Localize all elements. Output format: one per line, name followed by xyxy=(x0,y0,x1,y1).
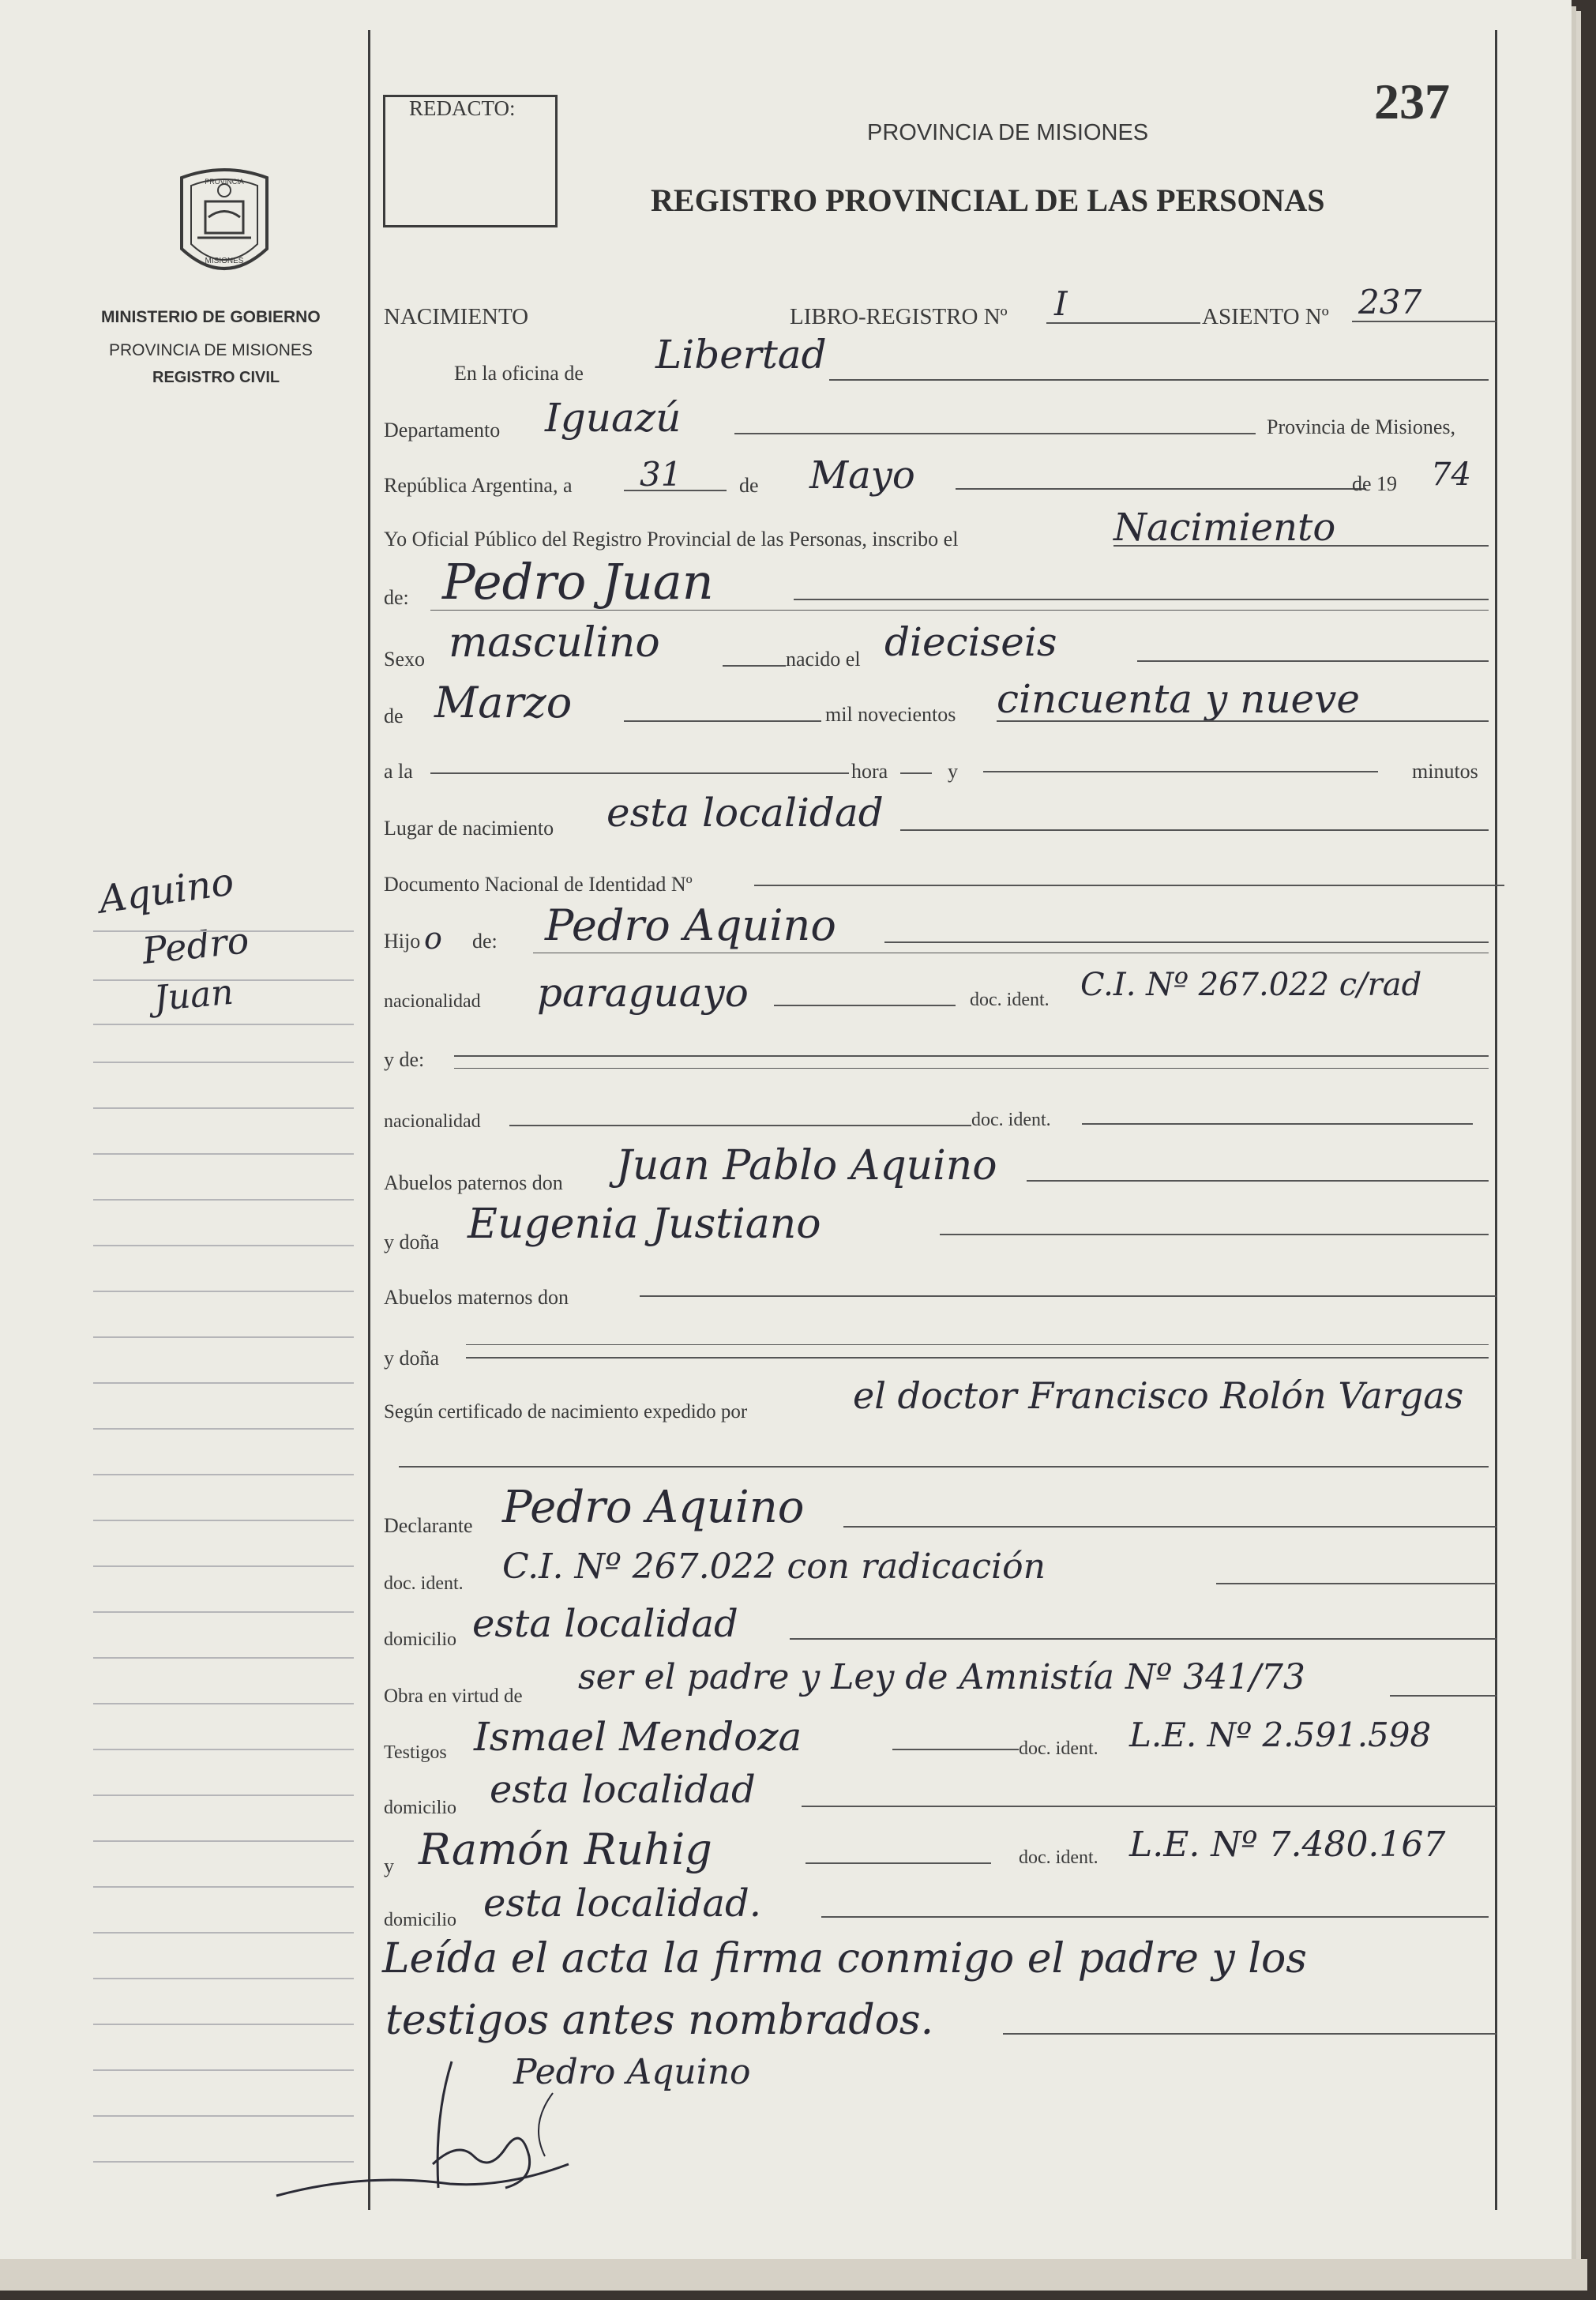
oficina-label: En la oficina de xyxy=(454,362,584,385)
nac-padre-line xyxy=(774,1005,956,1006)
margin-line xyxy=(93,1382,354,1384)
page-edge xyxy=(0,2259,1587,2291)
mes-value: Mayo xyxy=(809,453,915,498)
y-de-label: y de: xyxy=(384,1048,425,1071)
domicilio2-label: domicilio xyxy=(384,1798,456,1818)
provincia-suffix: Provincia de Misiones, xyxy=(1267,415,1456,438)
nac-madre-line xyxy=(509,1125,971,1126)
sexo-line xyxy=(723,665,786,667)
margin-line xyxy=(93,979,354,981)
certificado-value: el doctor Francisco Rolón Vargas xyxy=(853,1374,1464,1417)
margin-line xyxy=(93,1749,354,1750)
oficina-line xyxy=(829,379,1489,381)
minutos-label: minutos xyxy=(1412,760,1478,783)
margin-line xyxy=(93,1795,354,1796)
province-label: PROVINCIA DE MISIONES xyxy=(109,341,313,359)
certificado-label: Según certificado de nacimiento expedido por xyxy=(384,1401,748,1422)
official-signature-icon xyxy=(269,2046,600,2219)
nacido-line xyxy=(1137,660,1489,662)
obra-line xyxy=(1390,1695,1496,1697)
abuela-pat-value: Eugenia Justiano xyxy=(468,1201,821,1248)
doc-ident4-label: doc. ident. xyxy=(1019,1738,1098,1759)
abuelos-pat-label: Abuelos paternos don xyxy=(384,1171,563,1194)
oficina-value: Libertad xyxy=(655,332,827,378)
closing-line xyxy=(1003,2033,1496,2035)
margin-line xyxy=(93,1611,354,1613)
hora-label: hora xyxy=(851,760,888,783)
domicilio3-value: esta localidad. xyxy=(483,1881,761,1926)
departamento-value: Iguazú xyxy=(545,395,682,441)
dia-value: 31 xyxy=(640,455,682,494)
abuela-mat-line-2 xyxy=(466,1344,1489,1345)
obra-label: Obra en virtud de xyxy=(384,1686,523,1707)
doc-ident5-label: doc. ident. xyxy=(1019,1847,1098,1868)
lugar-value: esta localidad xyxy=(606,790,884,836)
republica-label: República Argentina, a xyxy=(384,474,573,497)
a-la-label: a la xyxy=(384,760,413,783)
margin-line xyxy=(93,1428,354,1430)
certificado-line xyxy=(399,1466,1489,1468)
margin-line xyxy=(93,930,354,932)
dni-label: Documento Nacional de Identidad Nº xyxy=(384,873,693,896)
mes-line xyxy=(956,488,1366,490)
nacionalidad-label: nacionalidad xyxy=(384,991,481,1012)
y2-label: y xyxy=(384,1855,394,1877)
departamento-label: Departamento xyxy=(384,419,501,442)
registry-heading: REGISTRO PROVINCIAL DE LAS PERSONAS xyxy=(651,182,1325,218)
left-column-rule xyxy=(368,30,370,2210)
mes-nac-value: Marzo xyxy=(434,678,573,727)
oficial-label: Yo Oficial Público del Registro Provincial de las Personas, inscribo el xyxy=(384,528,959,551)
sexo-label: Sexo xyxy=(384,648,425,671)
margin-line xyxy=(93,1840,354,1842)
margin-line xyxy=(93,1153,354,1155)
lugar-line xyxy=(900,829,1489,831)
nombre-line xyxy=(794,599,1489,600)
testigos-label: Testigos xyxy=(384,1742,447,1763)
margin-line xyxy=(93,1520,354,1521)
nombre-line-2 xyxy=(430,610,1489,611)
nombre-value: Pedro Juan xyxy=(442,553,714,611)
domicilio-value: esta localidad xyxy=(472,1602,738,1646)
margin-line xyxy=(93,1291,354,1292)
madre-line-2 xyxy=(454,1068,1489,1069)
testigo1-line xyxy=(892,1749,1019,1750)
domicilio3-line xyxy=(821,1916,1489,1918)
departamento-line xyxy=(734,433,1256,434)
margin-line xyxy=(93,1062,354,1063)
civil-registry-label: REGISTRO CIVIL xyxy=(152,369,280,386)
doc-madre-line xyxy=(1082,1123,1473,1125)
mes-nac-line xyxy=(624,720,821,722)
padre-line xyxy=(884,941,1489,943)
margin-line xyxy=(93,1474,354,1475)
page-number: 237 xyxy=(1374,73,1450,130)
dia-line xyxy=(624,490,727,491)
de-anio-label: de 19 xyxy=(1352,472,1398,495)
domicilio2-value: esta localidad xyxy=(490,1768,756,1812)
margin-note-second: Juan xyxy=(152,971,235,1020)
hora-line xyxy=(430,772,849,774)
margin-note-surname: Aquino xyxy=(96,859,237,923)
testigo2-value: Ramón Ruhig xyxy=(419,1825,712,1874)
nacimiento-label: NACIMIENTO xyxy=(384,304,529,329)
abuelo-pat-line xyxy=(1027,1180,1489,1182)
dni-line xyxy=(754,885,1504,886)
asiento-label: ASIENTO Nº xyxy=(1202,304,1329,329)
y-label: y xyxy=(948,760,958,783)
hijo-letter: o xyxy=(424,921,442,956)
y-dona-label: y doña xyxy=(384,1231,440,1253)
libro-line xyxy=(1046,322,1200,324)
obra-value: ser el padre y Ley de Amnistía Nº 341/73 xyxy=(578,1657,1305,1697)
domicilio2-line xyxy=(802,1806,1496,1807)
anio-value: 74 xyxy=(1431,457,1471,493)
domicilio3-label: domicilio xyxy=(384,1910,456,1930)
padre-value: Pedro Aquino xyxy=(545,900,836,950)
doc-ident2-label: doc. ident. xyxy=(971,1110,1051,1130)
anio-nac-line xyxy=(997,720,1489,722)
margin-note-first: Pedro xyxy=(140,919,251,972)
y-dona2-label: y doña xyxy=(384,1347,440,1370)
de-colon-label: de: xyxy=(384,586,409,609)
lugar-label: Lugar de nacimiento xyxy=(384,817,554,840)
inscribo-value: Nacimiento xyxy=(1113,505,1336,550)
closing-line-1: Leída el acta la firma conmigo el padre y los xyxy=(382,1935,1307,1982)
de-label: de xyxy=(739,474,759,497)
hijo-de-label: de: xyxy=(472,930,498,953)
nacido-value: dieciseis xyxy=(884,619,1057,665)
margin-line xyxy=(93,1024,354,1025)
asiento-value: 237 xyxy=(1358,283,1422,321)
sexo-value: masculino xyxy=(449,619,660,667)
declarante-value: Pedro Aquino xyxy=(502,1482,805,1533)
margin-line xyxy=(93,1245,354,1246)
declarante-label: Declarante xyxy=(384,1514,473,1537)
domicilio-label: domicilio xyxy=(384,1629,456,1650)
margin-line xyxy=(93,1565,354,1567)
testigo1-doc: L.E. Nº 2.591.598 xyxy=(1129,1716,1432,1754)
seal-text-top: PROVINCIA xyxy=(205,178,244,186)
margin-line xyxy=(93,1932,354,1934)
declarante-signature: Pedro Aquino xyxy=(513,2052,751,2092)
abuela-pat-line xyxy=(940,1234,1489,1235)
ministry-label: MINISTERIO DE GOBIERNO xyxy=(101,308,321,326)
doc-padre-value: C.I. Nº 267.022 c/rad xyxy=(1080,967,1422,1003)
declarante-line xyxy=(843,1526,1496,1528)
hijo-label: Hijo xyxy=(384,930,421,953)
margin-line xyxy=(93,1978,354,1979)
right-column-rule xyxy=(1495,30,1497,2210)
doc-declarante-line xyxy=(1216,1583,1496,1584)
province-seal-icon xyxy=(166,162,283,288)
libro-value: I xyxy=(1054,284,1068,323)
abuelos-mat-label: Abuelos maternos don xyxy=(384,1286,569,1309)
margin-line xyxy=(93,1199,354,1201)
domicilio-line xyxy=(790,1638,1496,1640)
nac-padre-value: paraguayo xyxy=(537,970,749,1016)
margin-line xyxy=(93,1657,354,1659)
abuela-mat-line xyxy=(466,1357,1489,1359)
margin-line xyxy=(93,1107,354,1109)
closing-line-2: testigos antes nombrados. xyxy=(385,1997,934,2044)
abuelo-mat-line xyxy=(640,1295,1496,1297)
testigo2-doc: L.E. Nº 7.480.167 xyxy=(1129,1825,1446,1865)
anio-nac-value: cincuenta y nueve xyxy=(997,676,1360,722)
hora-line-2 xyxy=(900,772,932,774)
margin-line xyxy=(93,1886,354,1888)
minutos-line xyxy=(983,771,1378,772)
testigo2-line xyxy=(806,1862,991,1864)
margin-line xyxy=(93,2024,354,2025)
testigo1-value: Ismael Mendoza xyxy=(474,1714,802,1760)
margin-line xyxy=(93,1703,354,1704)
de2-label: de xyxy=(384,705,404,727)
libro-label: LIBRO-REGISTRO Nº xyxy=(790,304,1008,329)
doc-ident3-label: doc. ident. xyxy=(384,1573,464,1594)
asiento-line xyxy=(1352,321,1496,322)
abuelo-pat-value: Juan Pablo Aquino xyxy=(616,1142,997,1189)
nacionalidad2-label: nacionalidad xyxy=(384,1111,481,1132)
redacto-label: REDACTO: xyxy=(409,96,516,120)
province-heading: PROVINCIA DE MISIONES xyxy=(867,120,1149,145)
nacido-label: nacido el xyxy=(786,648,861,671)
mil-label: mil novecientos xyxy=(825,703,956,726)
madre-line xyxy=(454,1055,1489,1057)
doc-ident-label: doc. ident. xyxy=(970,990,1050,1010)
seal-text-bottom: MISIONES xyxy=(205,257,244,265)
margin-line xyxy=(93,1336,354,1338)
doc-declarante-value: C.I. Nº 267.022 con radicación xyxy=(502,1546,1046,1587)
inscribo-line xyxy=(1113,545,1489,547)
